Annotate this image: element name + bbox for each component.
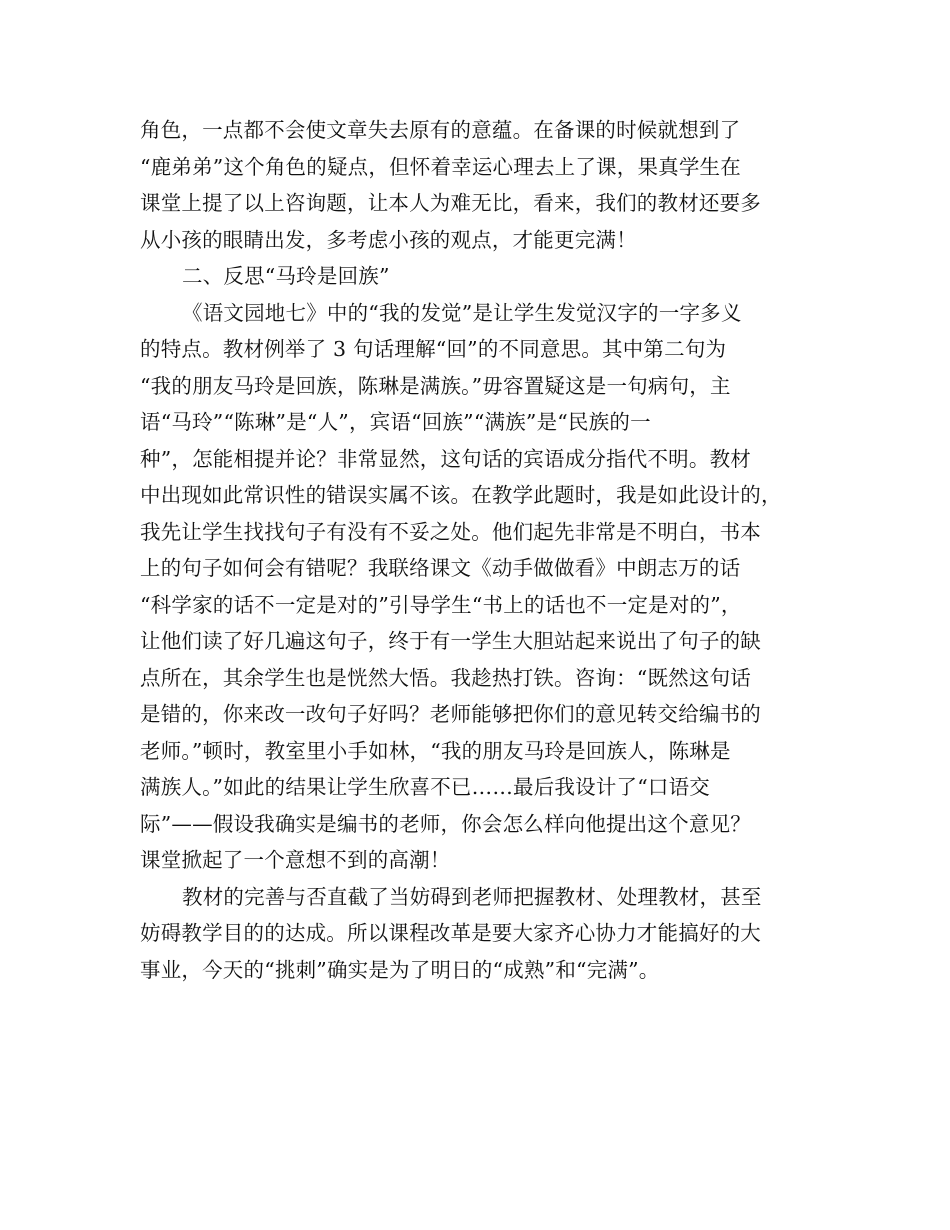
- text-line: 上的句子如何会有错呢？我联络课文《动手做做看》中朗志万的话: [140, 556, 741, 580]
- text-line: 事业，今天的“挑刺”确实是为了明日的“成熟”和“完满”。: [140, 957, 660, 982]
- text-line: 满族人。”如此的结果让学生欣喜不已……最后我设计了“口语交: [140, 775, 711, 799]
- text-line: 老师。”顿时，教室里小手如林，“我的朋友马玲是回族人，陈琳是: [140, 738, 731, 763]
- text-line: 课堂上提了以上咨询题，让本人为难无比，看来，我们的教材还要多: [140, 191, 761, 215]
- text-line: 从小孩的眼睛出发，多考虑小孩的观点，才能更完满！: [140, 227, 637, 252]
- section-heading: 二、反思“马玲是回族”: [182, 264, 390, 288]
- text-line: 角色，一点都不会使文章失去原有的意蕴。在备课的时候就想到了: [140, 118, 741, 142]
- text-line: 我先让学生找找句子有没有不妥之处。他们起先非常是不明白，书本: [140, 519, 761, 544]
- text-line: 点所在，其余学生也是恍然大悟。我趁热打铁。咨询：“既然这句话: [140, 665, 751, 690]
- text-line: 《语文园地七》中的“我的发觉”是让学生发觉汉字的一字多义: [182, 300, 742, 325]
- text-line: 妨碍教学目的的达成。所以课程改革是要大家齐心协力才能搞好的大: [140, 921, 761, 945]
- text-line: 教材的完善与否直截了当妨碍到老师把握教材、处理教材，甚至: [182, 884, 762, 909]
- text-line: 际”——假设我确实是编书的老师，你会怎么样向他提出这个意见？: [140, 811, 751, 836]
- text-line: “科学家的话不一定是对的”引导学生“书上的话也不一定是对的”，: [140, 592, 742, 617]
- text-line: 种”，怎能相提并论？非常显然，这句话的宾语成分指代不明。教材: [140, 446, 751, 471]
- text-line: 中出现如此常识性的错误实属不该。在教学此题时，我是如此设计的，: [140, 483, 782, 507]
- document-body: [140, 112, 820, 988]
- text-line: 让他们读了好几遍这句子，终于有一学生大胆站起来说出了句子的缺: [140, 629, 761, 653]
- text-line: “鹿弟弟”这个角色的疑点，但怀着幸运心理去上了课，果真学生在: [140, 154, 741, 179]
- text-line: 的特点。教材例举了 3 句话理解“回”的不同意思。其中第二句为: [140, 337, 727, 361]
- text-line: 语“马玲”“陈琳”是“人”，宾语“回族”“满族”是“民族的一: [140, 410, 651, 434]
- text-line: “我的朋友马玲是回族，陈琳是满族。”毋容置疑这是一句病句，主: [140, 373, 731, 398]
- text-line: 是错的，你来改一改句子好吗？老师能够把你们的意见转交给编书的: [140, 702, 761, 726]
- text-line: 课堂掀起了一个意想不到的高潮！: [140, 848, 451, 872]
